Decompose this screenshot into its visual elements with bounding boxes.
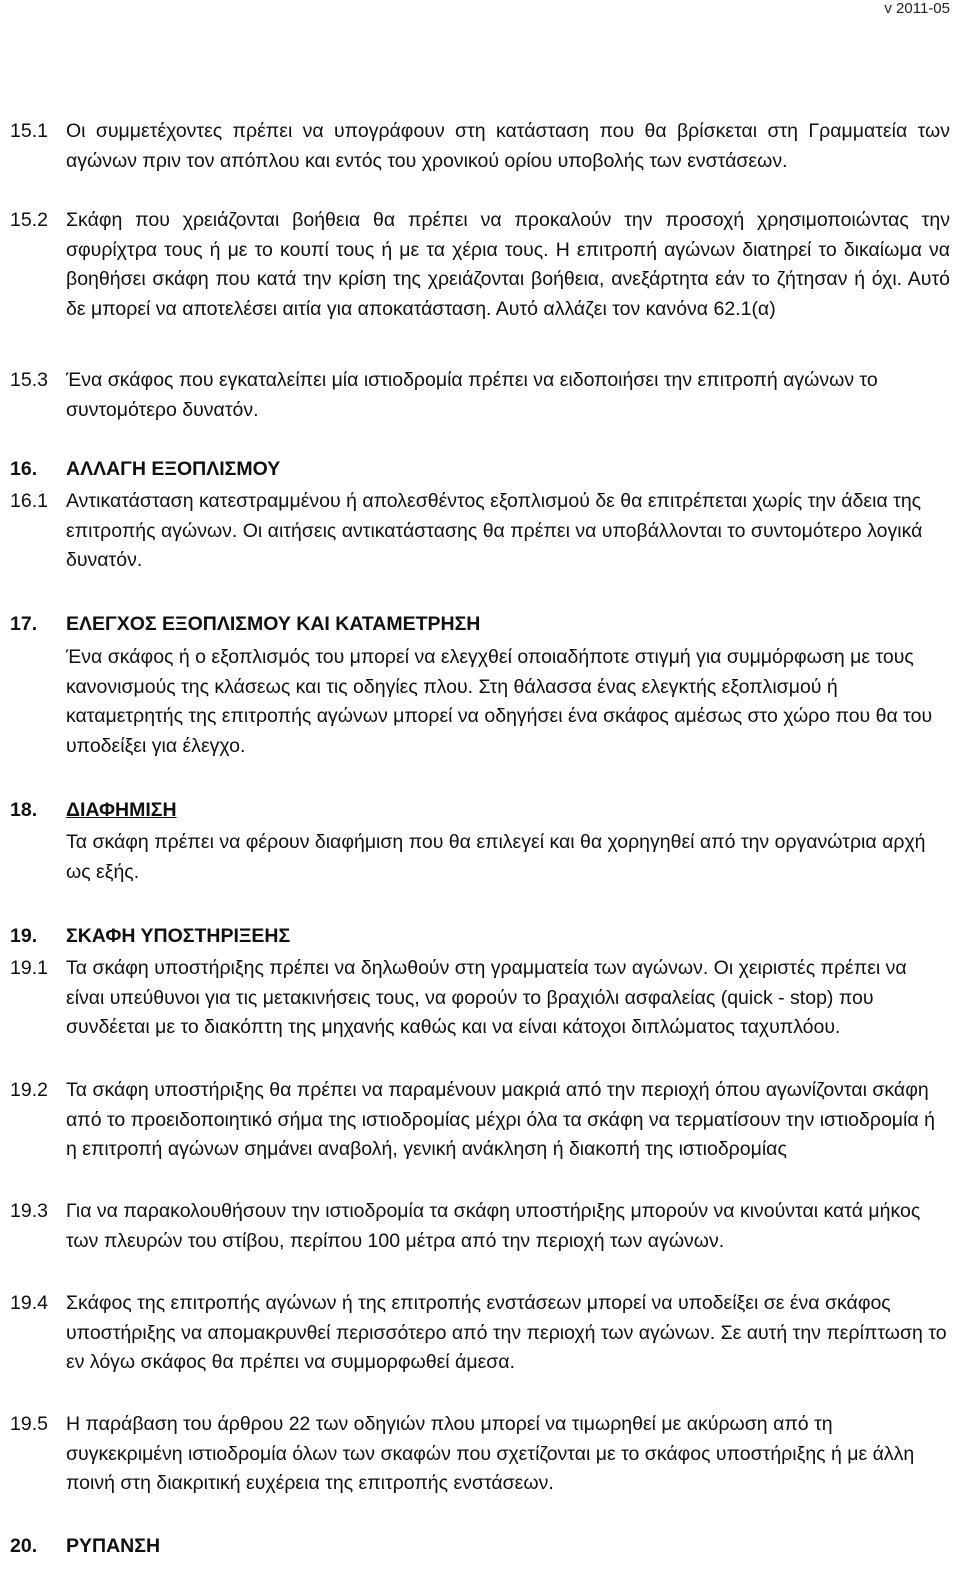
section-number: 20. xyxy=(10,1535,38,1557)
clause-number: 15.3 xyxy=(10,369,48,391)
clause-number: 19.1 xyxy=(10,957,48,979)
clause-text: Σκάφη που χρειάζονται βοήθεια θα πρέπει να προκαλούν την προσοχή χρησιμοποιώντας την σφυρίχτρα τους ή με το κουπί τους ή με τα χέρια τους. Η επιτροπή αγώνων διατηρεί το δικαίωμα να βοηθήσει σκάφη που κατά την κρίση της χρειάζονται βοήθεια, ανεξάρτητα εάν το ζήτησαν ή όχι. Αυτό δε μπορεί να αποτελέσει αιτία για αποκατάσταση. Αυτό αλλάζει τον κανόνα 62.1(α) xyxy=(66,209,950,320)
clause-15-1 xyxy=(10,117,950,176)
clause-number: 16.1 xyxy=(10,490,48,512)
section-title: ΡΥΠΑΝΣΗ xyxy=(66,1535,161,1557)
clause-number: 19.4 xyxy=(10,1292,48,1314)
clause-19-5 xyxy=(10,1410,950,1499)
clause-text: Η παράβαση του άρθρου 22 των οδηγιών πλου μπορεί να τιμωρηθεί με ακύρωση από τη συγκεκριμένη ιστιοδρομία όλων των σκαφών που σχετίζονται με το σκάφος υποστήριξης ή με άλλη ποινή στη διακριτική ευχέρεια της επιτροπής ενστάσεων. xyxy=(66,1413,915,1494)
clause-text: Τα σκάφη υποστήριξης πρέπει να δηλωθούν στη γραμματεία των αγώνων. Οι χειριστές πρέπει να είναι υπεύθυνοι για τις μετακινήσεις τους, να φορούν το βραχιόλι ασφαλείας (quick - stop) που συνδέεται με το διακόπτη της μηχανής καθώς και να είναι κάτοχοι διπλώματος ταχυπλόου. xyxy=(66,957,907,1038)
clause-15-2 xyxy=(10,206,950,324)
section-20-heading xyxy=(10,1532,950,1562)
section-18-heading xyxy=(10,796,950,826)
clause-text: Οι συμμετέχοντες πρέπει να υπογράφουν στη κατάσταση που θα βρίσκεται στη Γραμματεία των αγώνων πριν τον απόπλου και εντός του χρονικού ορίου υποβολής των ενστάσεων. xyxy=(66,120,950,172)
clause-text: Για να παρακολουθήσουν την ιστιοδρομία τα σκάφη υποστήριξης μπορούν να κινούνται κατά μήκος των πλευρών του στίβου, περίπου 100 μέτρα από την περιοχή των αγώνων. xyxy=(66,1200,921,1252)
clause-text: Ένα σκάφος που εγκαταλείπει μία ιστιοδρομία πρέπει να ειδοποιήσει την επιτροπή αγώνων το συντομότερο δυνατόν. xyxy=(66,369,878,421)
section-17-heading xyxy=(10,610,950,640)
section-number: 18. xyxy=(10,799,38,821)
clause-number: 19.2 xyxy=(10,1079,48,1101)
section-19-heading xyxy=(10,922,950,952)
paragraph: Ένα σκάφος ή ο εξοπλισμός του μπορεί να ελεγχθεί οποιαδήποτε στιγμή για συμμόρφωση με τους κανονισμούς της κλάσεως και τις οδηγίες πλου. Στη θάλασσα ένας ελεγκτής εξοπλισμού ή καταμετρητής της επιτροπής αγώνων μπορεί να οδηγήσει ένα σκάφος αμέσως στο χώρο που θα του υποδείξει για έλεγχο. xyxy=(66,646,933,757)
version-label: v 2011-05 xyxy=(884,0,950,17)
clause-number: 19.3 xyxy=(10,1200,48,1222)
section-title: ΑΛΛΑΓΗ ΕΞΟΠΛΙΣΜΟΥ xyxy=(66,458,281,480)
clause-text: Σκάφος της επιτροπής αγώνων ή της επιτροπής ενστάσεων μπορεί να υποδείξει σε ένα σκάφος υποστήριξης να απομακρυνθεί περισσότερο από την περιοχή των αγώνων. Σε αυτή την περίπτωση το εν λόγω σκάφος θα πρέπει να συμμορφωθεί άμεσα. xyxy=(66,1292,947,1373)
section-number: 16. xyxy=(10,458,38,480)
section-title: ΣΚΑΦΗ ΥΠΟΣΤΗΡΙΞΕΗΣ xyxy=(66,925,291,947)
section-number: 19. xyxy=(10,925,38,947)
clause-15-3 xyxy=(10,366,950,425)
section-17-text xyxy=(10,643,950,761)
clause-16-1 xyxy=(10,487,950,576)
clause-text: Αντικατάσταση κατεστραμμένου ή απολεσθέντος εξοπλισμού δε θα επιτρέπεται χωρίς την άδεια της επιτροπής αγώνων. Οι αιτήσεις αντικατάστασης θα πρέπει να υποβάλλονται το συντομότερο λογικά δυνατόν. xyxy=(66,490,923,571)
section-title: ΔΙΑΦΗΜΙΣΗ xyxy=(66,799,177,821)
section-number: 17. xyxy=(10,613,38,635)
section-18-text xyxy=(10,828,950,887)
clause-19-1 xyxy=(10,954,950,1043)
clause-19-4 xyxy=(10,1289,950,1378)
clause-number: 15.1 xyxy=(10,120,48,142)
clause-number: 19.5 xyxy=(10,1413,48,1435)
paragraph: Τα σκάφη πρέπει να φέρουν διαφήμιση που θα επιλεγεί και θα χορηγηθεί από την οργανώτρια αρχή ως εξής. xyxy=(66,831,926,883)
section-16-heading xyxy=(10,455,950,485)
clause-19-2 xyxy=(10,1076,950,1165)
section-title: ΕΛΕΓΧΟΣ ΕΞΟΠΛΙΣΜΟΥ ΚΑΙ ΚΑΤΑΜΕΤΡΗΣΗ xyxy=(66,613,481,635)
clause-19-3 xyxy=(10,1197,950,1256)
clause-text: Τα σκάφη υποστήριξης θα πρέπει να παραμένουν μακριά από την περιοχή όπου αγωνίζονται σκάφη από το προειδοποιητικό σήμα της ιστιοδρομίας μέχρι όλα τα σκάφη να τερματίσουν την ιστιοδρομία ή η επιτροπή αγώνων σημάνει αναβολή, γενική ανάκληση ή διακοπή της ιστιοδρομίας xyxy=(66,1079,935,1160)
clause-number: 15.2 xyxy=(10,209,48,231)
